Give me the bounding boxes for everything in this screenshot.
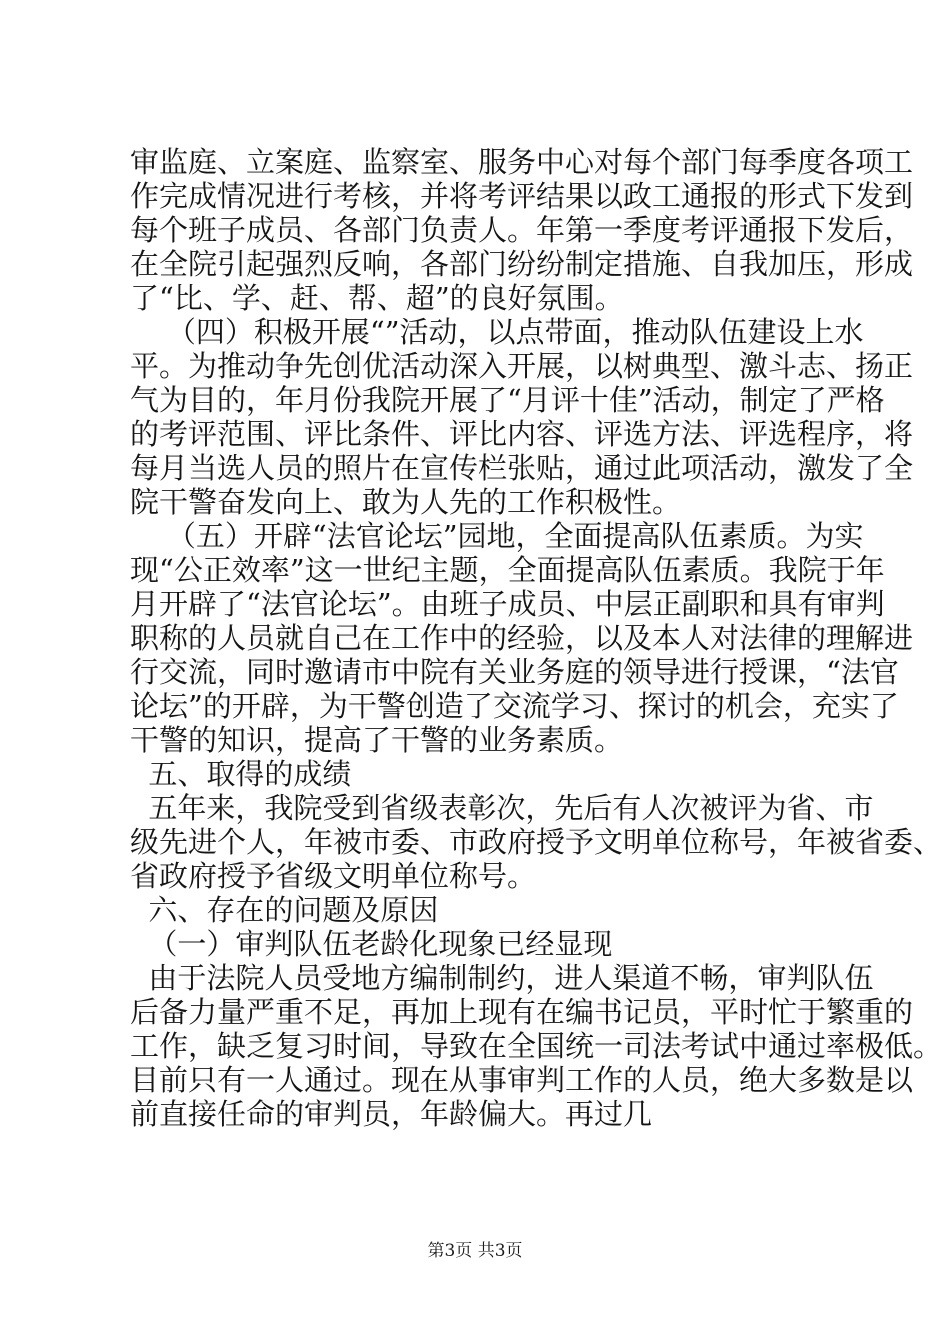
body-line: 干警的知识，提高了干警的业务素质。 (130, 723, 624, 757)
body-line: 作完成情况进行考核，并将考评结果以政工通报的形式下发到 (130, 179, 914, 213)
body-line: 了“比、学、赶、帮、超”的良好氛围。 (130, 281, 624, 315)
body-line: 级先进个人，年被市委、市政府授予文明单位称号，年被省委、 (130, 825, 943, 859)
section-heading-5: （五）开辟“法官论坛”园地，全面提高队伍素质。为实 (130, 519, 864, 553)
heading-achievements: 五、取得的成绩 (130, 757, 352, 791)
body-line: 每个班子成员、各部门负责人。年第一季度考评通报下发后， (130, 213, 914, 247)
body-line: 五年来，我院受到省级表彰次，先后有人次被评为省、市 (130, 791, 874, 825)
body-line: 目前只有一人通过。现在从事审判工作的人员，绝大多数是以 (130, 1063, 914, 1097)
section-heading-4: （四）积极开展“”活动，以点带面，推动队伍建设上水 (130, 315, 864, 349)
page-footer (0, 1240, 950, 1262)
body-line: 论坛”的开辟，为干警创造了交流学习、探讨的机会，充实了 (130, 689, 899, 723)
subheading-aging: （一）审判队伍老龄化现象已经显现 (130, 927, 613, 961)
body-line: 职称的人员就自己在工作中的经验，以及本人对法律的理解进 (130, 621, 914, 655)
body-line: 行交流，同时邀请市中院有关业务庭的领导进行授课，“法官 (130, 655, 899, 689)
body-text (130, 145, 943, 1131)
body-line: 前直接任命的审判员，年龄偏大。再过几 (130, 1097, 653, 1131)
body-line: 每月当选人员的照片在宣传栏张贴，通过此项活动，激发了全 (130, 451, 914, 485)
body-line: 现“公正效率”这一世纪主题，全面提高队伍素质。我院于年 (130, 553, 885, 587)
body-line: 省政府授予省级文明单位称号。 (130, 859, 537, 893)
body-line: 审监庭、立案庭、监察室、服务中心对每个部门每季度各项工 (130, 145, 914, 179)
page-number: 第3页 共3页 (427, 1241, 523, 1261)
body-line: 气为目的，年月份我院开展了“月评十佳”活动，制定了严格 (130, 383, 885, 417)
body-line: 后备力量严重不足，再加上现有在编书记员，平时忙于繁重的 (130, 995, 914, 1029)
body-line: 平。为推动争先创优活动深入开展，以树典型、激斗志、扬正 (130, 349, 914, 383)
body-line: 由于法院人员受地方编制制约，进人渠道不畅，审判队伍 (130, 961, 874, 995)
body-line: 院干警奋发向上、敢为人先的工作积极性。 (130, 485, 682, 519)
body-line: 在全院引起强烈反响，各部门纷纷制定措施、自我加压，形成 (130, 247, 914, 281)
body-line: 的考评范围、评比条件、评比内容、评选方法、评选程序，将 (130, 417, 914, 451)
body-line: 月开辟了“法官论坛”。由班子成员、中层正副职和具有审判 (130, 587, 885, 621)
body-line: 工作，缺乏复习时间，导致在全国统一司法考试中通过率极低。 (130, 1029, 943, 1063)
heading-problems: 六、存在的问题及原因 (130, 893, 439, 927)
